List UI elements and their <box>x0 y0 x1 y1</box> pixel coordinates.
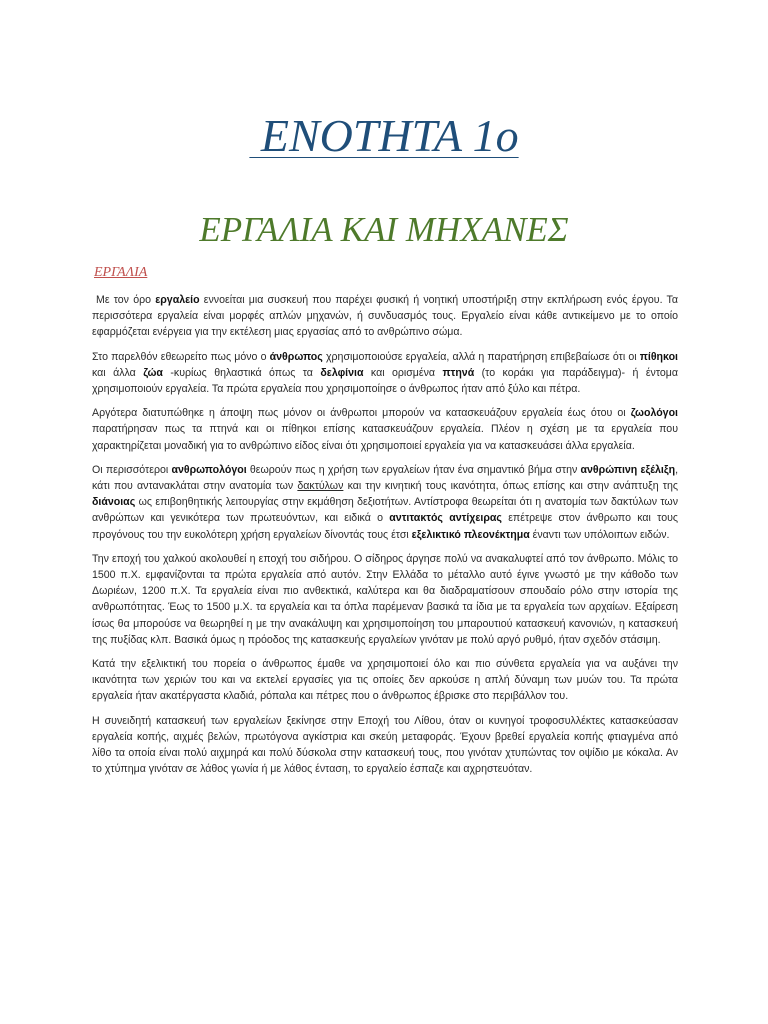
text-span: Αργότερα διατυπώθηκε η άποψη πως μόνον οι άνθρωποι μπορούν να κατασκευάζουν εργαλεία έως ότου οι <box>92 407 631 420</box>
term-birds: πτηνά <box>442 366 475 379</box>
paragraph-definition <box>92 292 678 341</box>
page-subtitle: ΕΡΓΑΛΙΑ ΚΑΙ ΜΗΧΑΝΕΣ <box>199 210 569 249</box>
term-intellect: διάνοιας <box>92 496 136 509</box>
text-span: και την κινητική τους ικανότητα, όπως επίσης και στην ανάπτυξη της <box>343 480 678 493</box>
paragraph-evolution <box>92 462 678 543</box>
text-span: και άλλα <box>92 366 144 379</box>
term-anthropologists: ανθρωπολόγοι <box>171 463 247 476</box>
term-human: άνθρωπος <box>269 350 323 363</box>
term-tool: εργαλείο <box>155 294 200 306</box>
text-span: και ορισμένα <box>363 366 443 379</box>
paragraph-zoologists <box>92 405 678 454</box>
text-span: (το κοράκι για παράδειγμα)- ή έντομα χρησιμοποιούν εργαλεία. Τα πρώτα εργαλεία που χρησιμοποίησε ο άνθρωπος ήταν από ξύλο και πέτρα. <box>92 366 678 396</box>
term-dolphins: δελφίνια <box>320 366 364 379</box>
term-opposable-thumb: αντιτακτός αντίχειρας <box>389 512 502 525</box>
term-fingers-link[interactable]: δακτύλων <box>297 480 344 493</box>
text-span: παρατήρησαν πως τα πτηνά και οι πίθηκοι επίσης κατασκευάζουν εργαλεία. Πλέον η σχέση με τα εργαλεία που χαρακτηρίζεται μοναδική για το ανθρώπινο είδος είναι ότι χρησιμοποιεί εργαλεία για να κατασκευάσει άλλα εργαλεία. <box>92 423 678 452</box>
text-span: Με τον όρο <box>96 294 156 306</box>
term-apes: πίθηκοι <box>639 350 678 363</box>
body-text <box>92 292 678 785</box>
paragraph-development: Κατά την εξελικτική του πορεία ο άνθρωπος έμαθε να χρησιμοποιεί όλο και πιο σύνθετα εργαλεία για να αυξάνει την ικανότητα των χεριών του και να εκτελεί εργασίες για τις οποίες δεν αρκούσε η απλή δύναμη των μυών του. Τα πρώτα εργαλεία ήταν ακατέργαστα κλαδιά, ρόπαλα και πέτρες που ο άνθρωπος έβρισκε στο περιβάλλον του. <box>92 658 678 703</box>
text-span: επέτρεψε στον άνθρωπο και τους προγόνους του την ευκολότερη χρήση εργαλείων δίνοντάς τους έτσι <box>92 512 678 541</box>
text-span: Οι περισσότεροι <box>92 463 172 476</box>
text-span: έναντι των υπόλοιπων ειδών. <box>529 528 670 541</box>
term-evolutionary-advantage: εξελικτικό πλεονέκτημα <box>411 528 530 541</box>
text-span: χρησιμοποιούσε εργαλεία, αλλά η παρατήρηση επιβεβαίωσε ότι οι <box>322 350 640 363</box>
text-span: θεωρούν πως η χρήση των εργαλείων ήταν ένα σημαντικό βήμα στην <box>246 463 581 476</box>
page-title: ΕΝΟΤΗΤΑ 1ο <box>249 110 519 161</box>
term-animals: ζώα <box>143 366 163 379</box>
text-span: ως επιβοηθητικής λειτουργίας στην εκμάθηση δεξιοτήτων. Αντίστροφα θεωρείται ότι η ανατομία των δακτύλων των ανθρώπων και γενικότερα των πρωτευόντων, και ειδικά ο <box>92 496 678 525</box>
term-human-evolution: ανθρώπινη εξέλιξη <box>580 463 676 476</box>
paragraph-stone-age: Η συνειδητή κατασκευή των εργαλείων ξεκίνησε στην Εποχή του Λίθου, όταν οι κυνηγοί τροφοσυλλέκτες κατασκεύασαν εργαλεία κοπής, αιχμές βελών, πρωτόγονα αγκίστρια και σκεύη μεταφοράς. Έχουν βρεθεί εργαλεία κοπής φτιαγμένα από λίθο τα οποία είναι πολύ αιχμηρά και πολύ δύσκολα στην κατασκευή τους, που γινόταν χτυπώντας τον οψίδιο με κόκαλα. Αν το χτύπημα γινόταν σε λάθος γωνία ή με λάθος ένταση, το εργαλείο έσπαζε και αχρηστευόταν. <box>92 714 678 776</box>
text-span: , κάτι που αντανακλάται στην ανατομία των <box>92 463 679 493</box>
paragraph-iron-age: Την εποχή του χαλκού ακολουθεί η εποχή του σιδήρου. Ο σίδηρος άργησε πολύ να ανακαλυφτεί από τον άνθρωπο. Μόλις το 1500 π.Χ. εμφανίζονται τα πρώτα εργαλεία από αυτόν. Στην Ελλάδα το μέταλλο αυτό έγινε γνωστό με την κάθοδο των Δωριέων, 1200 π.Χ. Τα εργαλεία είναι πιο ανθεκτικά, καλύτερα και θα διαδραματίσουν σπουδαίο ρόλο στην ιστορία της ανθρωπότητας. Έως το 1500 μ.Χ. τα εργαλεία και τα όπλα παρέμεναν βασικά τα ίδια με τα εργαλεία των αρχαίων. Εξαίρεση ίσως θα μπορούσε να θεωρηθεί η με την ανακάλυψη και χρησιμοποίηση του μπαρουτιού κατασκευή κανονιών, η κατασκευή της πυξίδας κλπ. Βασικά όμως η πρόοδος της κατασκευής εργαλείων γινόταν με πολύ αργό ρυθμό, ήταν σχεδόν στάσιμη. <box>92 552 678 646</box>
text-span: εννοείται μια συσκευή που παρέχει φυσική ή νοητική υποστήριξη στην εκπλήρωση ενός έργου. Τα περισσότερα εργαλεία είναι μορφές απλών μηχανών, ή συνδυασμός τους. Εργαλείο είναι κάθε αντικείμενο με το οποίο εφαρμόζεται ενέργεια για την εκτέλεση μιας εργασίας από το ανθρώπινο σώμα. <box>92 294 678 339</box>
section-heading: ΕΡΓΑΛΙΑ <box>94 265 148 280</box>
text-span: Στο παρελθόν εθεωρείτο πως μόνο ο <box>92 350 270 363</box>
paragraph-animals <box>92 349 678 398</box>
term-zoologists: ζωολόγοι <box>630 407 678 420</box>
text-span: -κυρίως θηλαστικά όπως τα <box>162 366 321 379</box>
